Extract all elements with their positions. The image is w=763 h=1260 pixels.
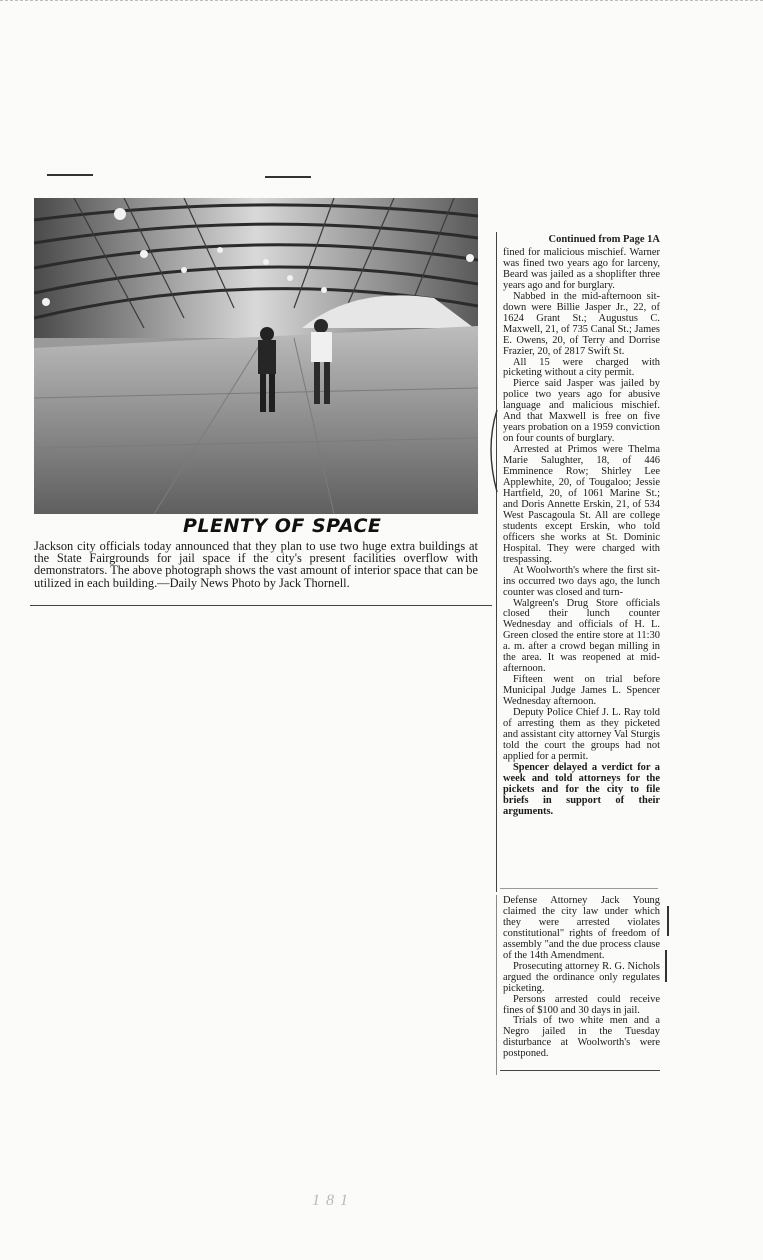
margin-mark-1 — [667, 906, 669, 936]
paragraph: Fifteen went on trial before Municipal Judge James L. Spencer Wednesday afternoon. — [503, 674, 660, 708]
paragraph: All 15 were charged with picketing without a city permit. — [503, 356, 660, 379]
paragraph: fined for malicious mischief. Warner was fined two years ago for larceny, Beard was jailed as a shoplifter three years ago and for burglary. — [503, 247, 660, 291]
bold-text: Spencer delayed a verdict for a week and told attorneys for the pickets and for the city to file briefs in support of their arguments. — [503, 761, 660, 817]
clipping-mark-center — [265, 176, 311, 178]
paragraph: Prosecuting attorney R. G. Nichols argued the ordinance only regulates picketing. — [503, 960, 660, 994]
paragraph: Defense Attorney Jack Young claimed the city law under which they were arrested violates constitutional" rights of freedom of assembly "and the due process clause of the 14th Amendment. — [503, 895, 660, 961]
column-divider-lower — [496, 895, 497, 1075]
margin-mark-2 — [665, 950, 667, 982]
section-break — [500, 888, 658, 889]
handwritten-bracket — [483, 408, 503, 494]
caption-underline — [30, 605, 492, 606]
column-divider — [496, 232, 497, 892]
clipping-mark-left — [47, 174, 93, 176]
paragraph: Persons arrested could receive fines of $100 and 30 days in jail. — [503, 993, 660, 1016]
paragraph: Trials of two white men and a Negro jailed in the Tuesday disturbance at Woolworth's were postponed. — [503, 1015, 660, 1060]
paragraph-bold — [503, 763, 660, 818]
news-photo — [34, 198, 478, 514]
page-edge-dashes — [0, 0, 763, 5]
column-end-rule — [500, 1070, 660, 1071]
paragraph: At Woolworth's where the first sit-ins occurred two days ago, the lunch counter was closed and turn- — [503, 564, 660, 598]
paragraph: Nabbed in the mid-afternoon sit-down were Billie Jasper Jr., 22, of 1624 Grant St.; Augustus C. Maxwell, 21, of 735 Canal St.; James E. Owens, 20, of Terry and Dorrise Frazier, 20, of 2817 Swift St. — [503, 290, 660, 357]
paragraph: Deputy Police Chief J. L. Ray told of arresting them as they picketed and assistant city attorney Val Sturgis told the court the groups had not applied for a permit. — [503, 707, 660, 762]
paragraph: Walgreen's Drug Store officials closed their lunch counter Wednesday and officials of H. L. Green closed the entire store at 11:30 a. m. after a crowd began milling in the area. It was reopened at mid-afternoon. — [503, 597, 660, 675]
column-top — [503, 248, 660, 818]
headline: PLENTY OF SPACE — [183, 515, 382, 537]
column-bottom — [503, 896, 660, 1060]
photo-illustration — [34, 198, 478, 514]
paragraph: Pierce said Jasper was jailed by police two years ago for abusive language and malicious mischief. And that Maxwell is free on five years probation on a 1959 conviction on four counts of burglary. — [503, 378, 660, 445]
paragraph: Arrested at Primos were Thelma Marie Salughter, 18, of 446 Emminence Row; Shirley Lee Applewhite, 20, of Tougaloo; Jessie Hartfield, 20, of 1061 Marine St.; and Doris Annette Erskin, 21, of 534 West Pascagoula St. All are college students except Erskin, who told officers she works at St. Dominic Hospital. They were charged with trespassing. — [503, 444, 660, 565]
photo-caption: Jackson city officials today announced that they plan to use two huge extra buildings at the State Fairgrounds for jail space if the city's present facilities overflow with demonstrators. The above photograph shows the vast amount of interior space that can be utilized in each building.—Daily News Photo by Jack Thornell. — [34, 539, 478, 590]
page-mark: 181 — [312, 1192, 354, 1209]
continued-label: Continued from Page 1A — [548, 234, 660, 245]
